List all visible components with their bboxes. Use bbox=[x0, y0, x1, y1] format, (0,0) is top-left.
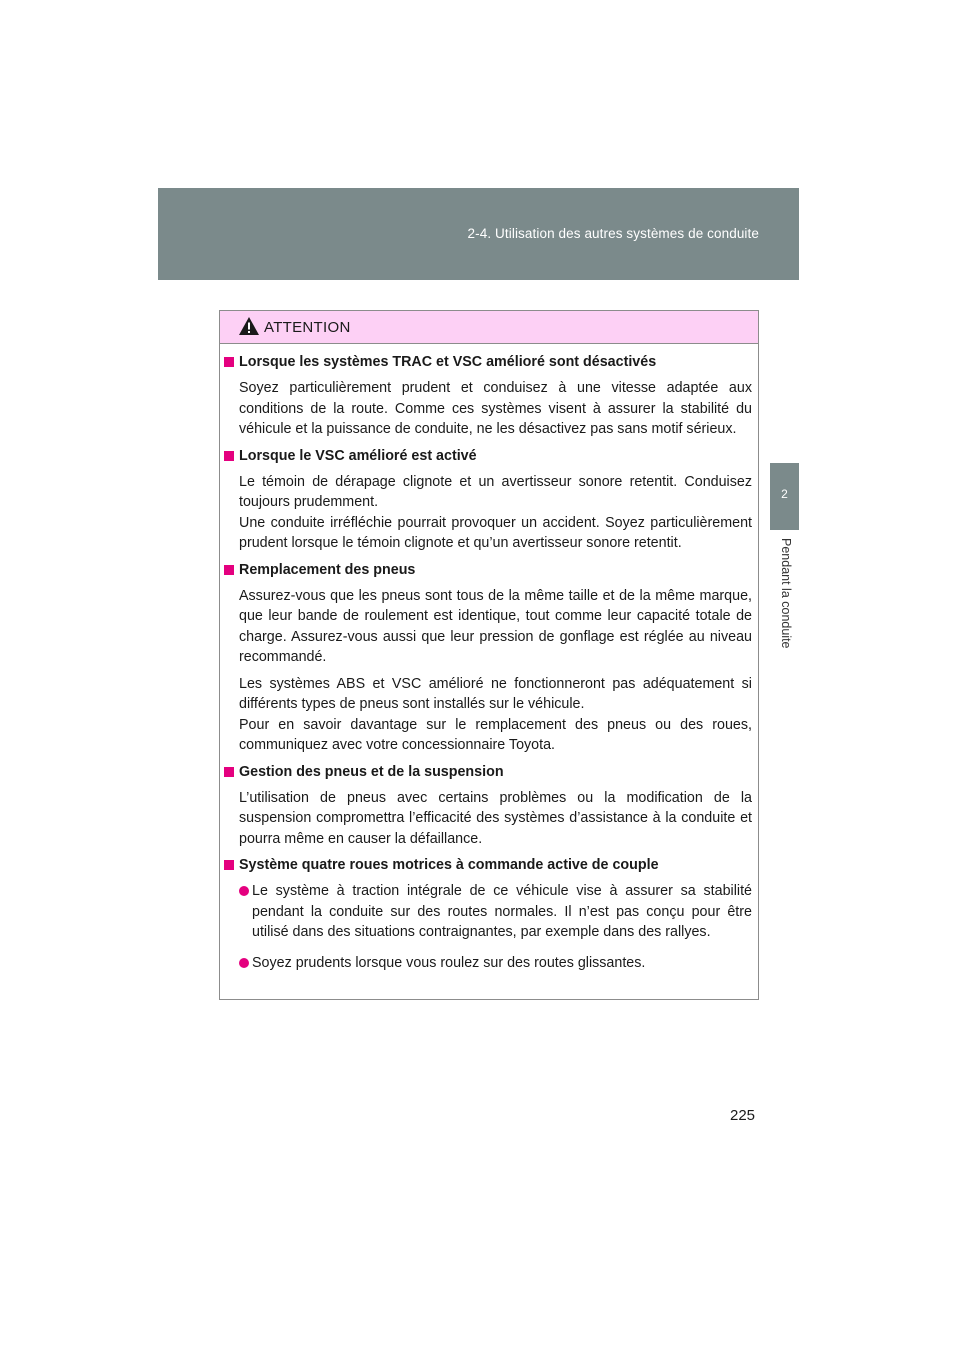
warning-title: ATTENTION bbox=[264, 319, 351, 336]
warning-item bbox=[224, 762, 752, 850]
item-paragraph: Soyez particulièrement prudent et conduisez à une vitesse adaptée aux conditions de la route. Comme ces systèmes visent à assurer la stabilité du véhicule et la puissance de conduite, ne les désactivez pas sans motif sérieux. bbox=[239, 380, 752, 437]
item-paragraph: Le témoin de dérapage clignote et un avertisseur sonore retentit. Conduisez toujours prudemment. bbox=[239, 473, 752, 510]
item-title: Remplacement des pneus bbox=[224, 560, 752, 580]
item-title: Système quatre roues motrices à commande active de couple bbox=[224, 855, 752, 875]
warning-item bbox=[224, 560, 752, 756]
item-title: Lorsque le VSC amélioré est activé bbox=[224, 446, 752, 466]
warning-item bbox=[224, 352, 752, 440]
warning-box bbox=[219, 310, 759, 1000]
header-band bbox=[158, 188, 799, 280]
chapter-label-text: Pendant la conduite bbox=[779, 538, 793, 649]
page-number: 225 bbox=[730, 1107, 756, 1124]
warning-item bbox=[224, 446, 752, 554]
item-paragraph: Une conduite irréfléchie pourrait provoquer un accident. Soyez particulièrement prudent lorsque le témoin clignote et qu’un avertisseur sonore retentit. bbox=[239, 514, 752, 551]
item-paragraph: L’utilisation de pneus avec certains problèmes ou la modification de la suspension compromettra l’efficacité des systèmes d’assistance à la conduite et pourra même en causer la défaillance. bbox=[239, 789, 752, 847]
section-title: 2-4. Utilisation des autres systèmes de conduite bbox=[467, 226, 759, 241]
chapter-label bbox=[774, 538, 796, 678]
item-title: Gestion des pneus et de la suspension bbox=[224, 762, 752, 782]
bullet-item: Le système à traction intégrale de ce véhicule vise à assurer sa stabilité pendant la conduite sur des routes normales. Il n’est pas conçu pour être utilisé dans des situations contraignantes, par exemple dans des rallyes. bbox=[224, 881, 752, 943]
chapter-number: 2 bbox=[781, 487, 788, 501]
item-paragraph: Assurez-vous que les pneus sont tous de la même taille et de la même marque, que leur bande de roulement est identique, tout comme leur capacité totale de charge. Assurez-vous aussi que leur pression de gonflage est réglée au niveau recommandé. bbox=[239, 587, 752, 665]
warning-item bbox=[224, 855, 752, 973]
warning-triangle-icon bbox=[238, 316, 260, 336]
chapter-tab bbox=[770, 463, 799, 530]
warning-header bbox=[220, 311, 758, 344]
bullet-item: Soyez prudents lorsque vous roulez sur des routes glissantes. bbox=[224, 953, 752, 974]
warning-body bbox=[220, 344, 758, 973]
item-title: Lorsque les systèmes TRAC et VSC amélioré sont désactivés bbox=[224, 352, 752, 372]
item-paragraph: Pour en savoir davantage sur le remplacement des pneus ou des roues, communiquez avec votre concessionnaire Toyota. bbox=[239, 716, 752, 753]
item-paragraph: Les systèmes ABS et VSC amélioré ne fonctionneront pas adéquatement si différents types de pneus sont installés sur le véhicule. bbox=[239, 675, 752, 712]
